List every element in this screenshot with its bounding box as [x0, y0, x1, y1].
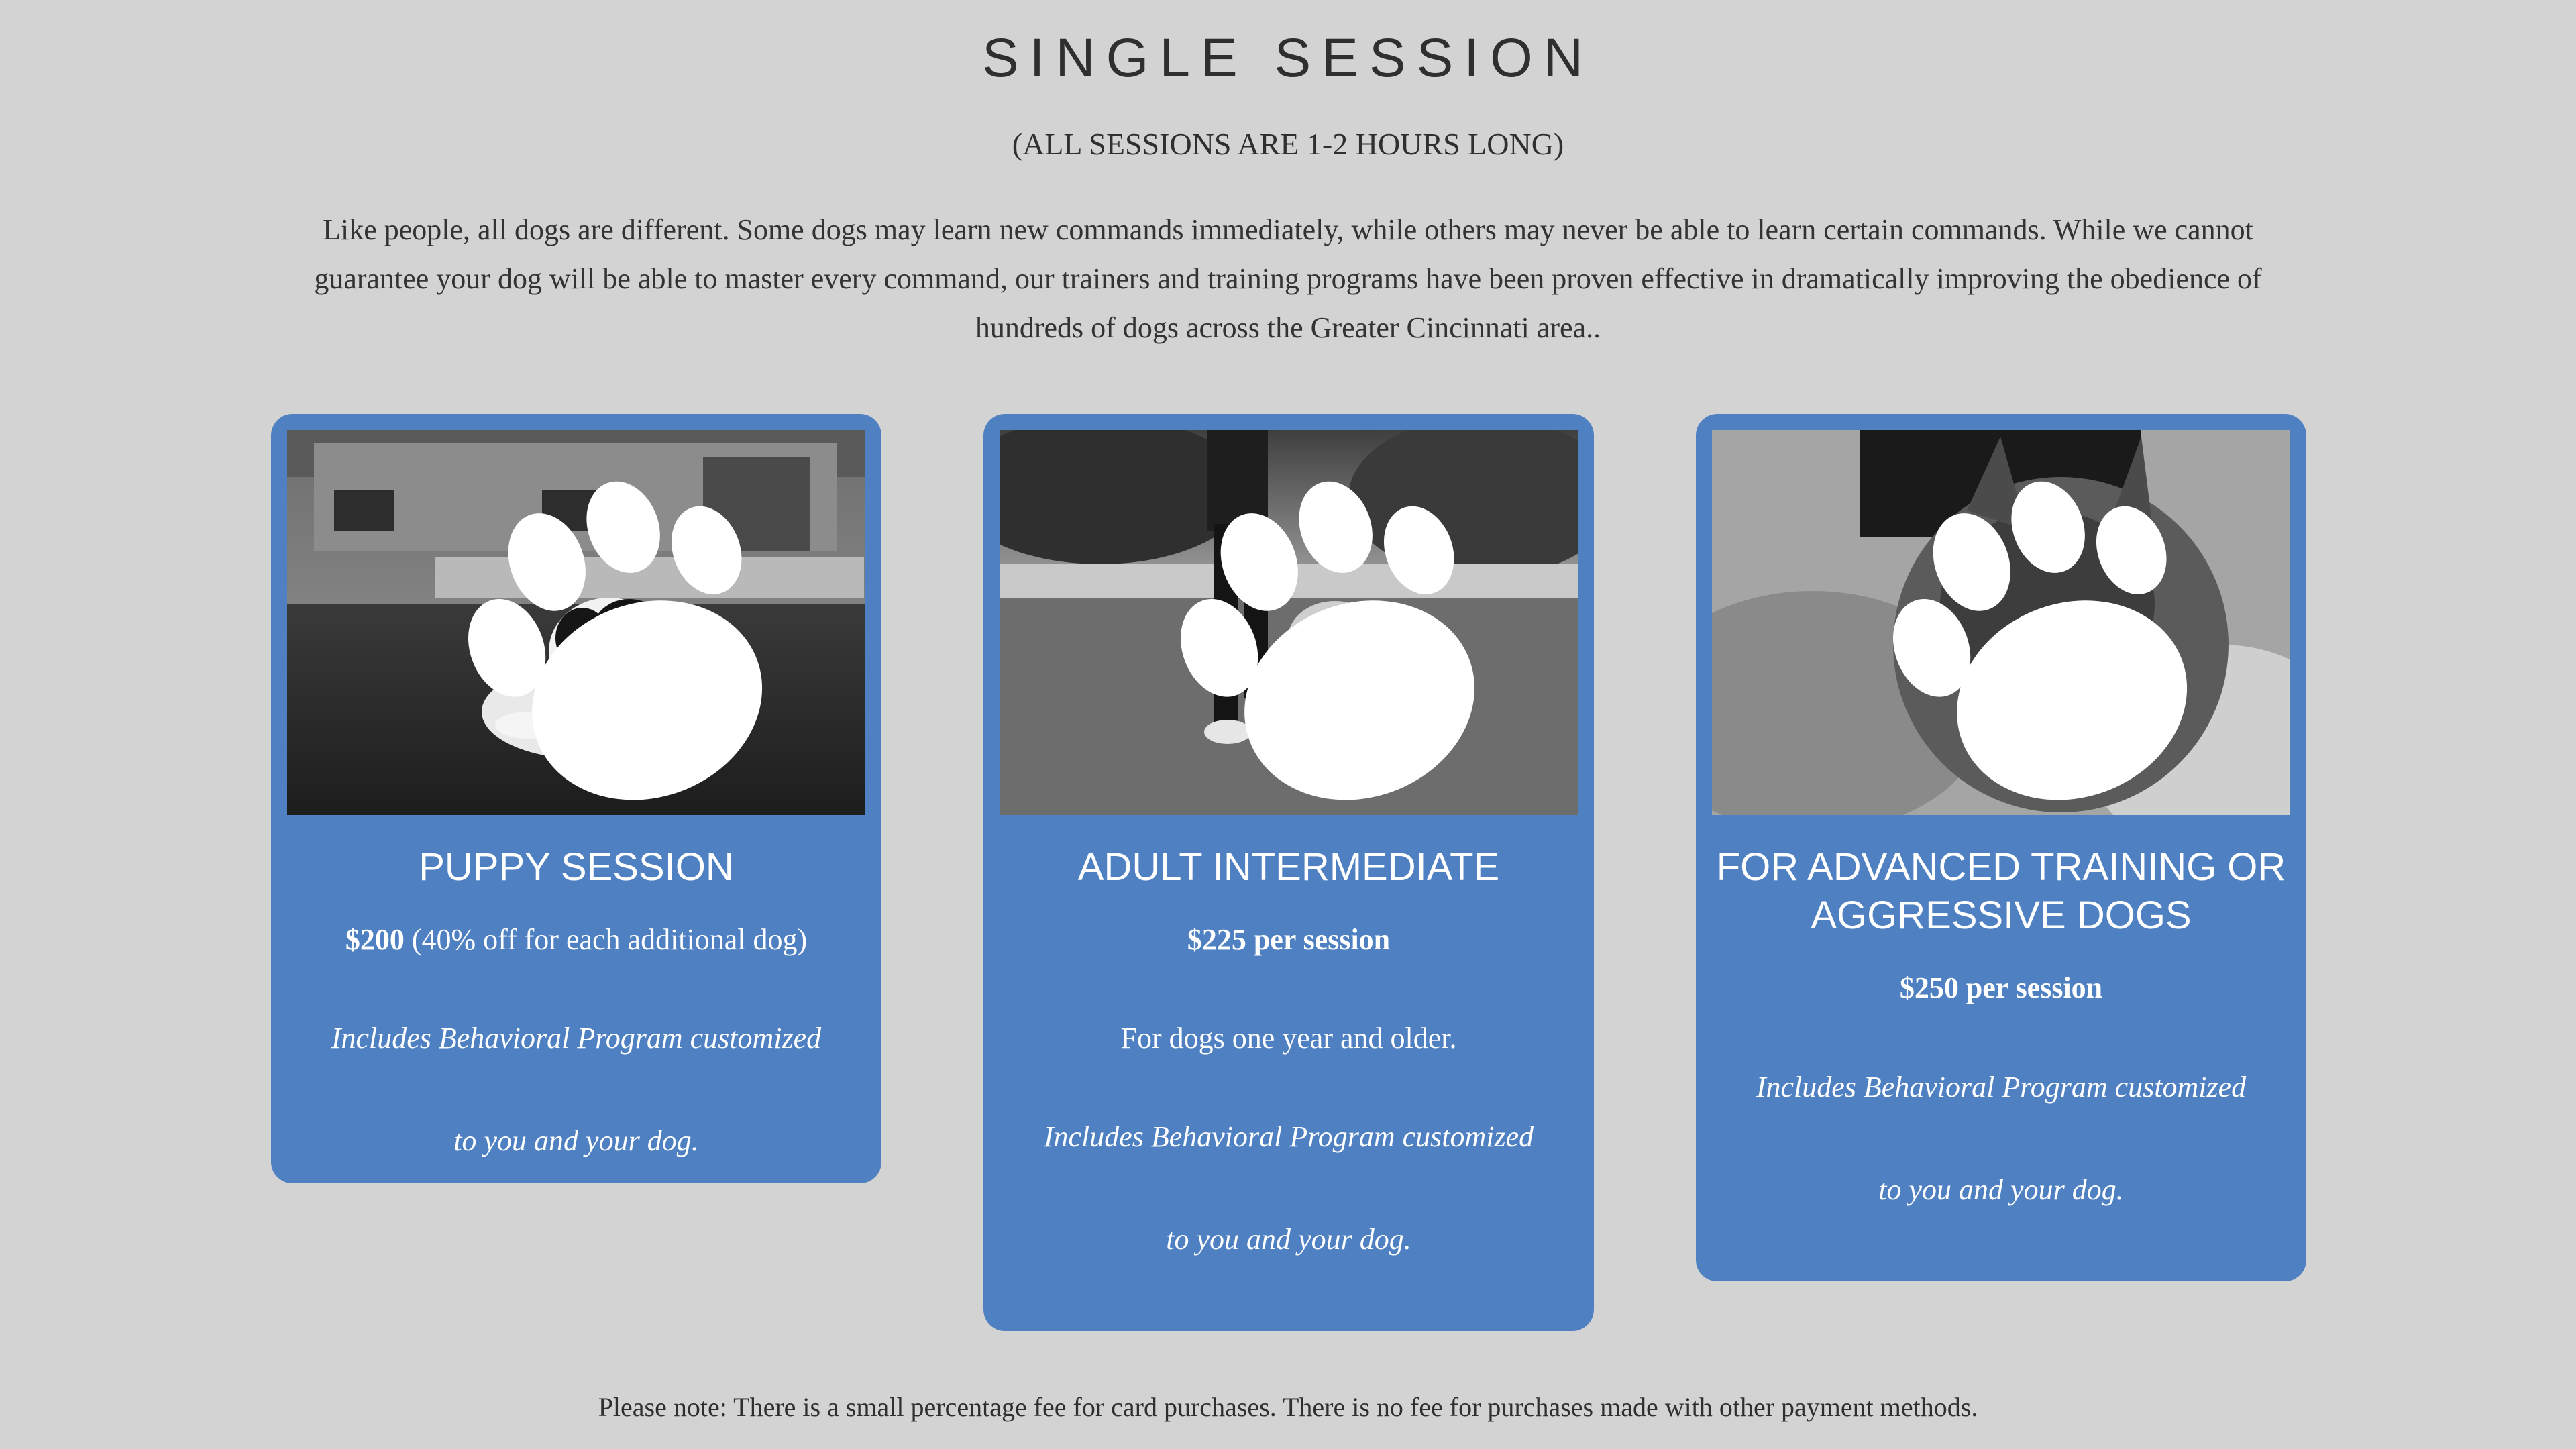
card-puppy-session: [271, 414, 881, 1183]
intro-paragraph: Like people, all dogs are different. Some dogs may learn new commands immediately, while others may never be able to learn certain commands. While we cannot guarantee your dog will be able to master every command, our trainers and training programs have been proven effective in dramatically improving the obedience of hundreds of dogs across the Greater Cincinnati area..: [314, 213, 2262, 344]
card-price: [278, 922, 875, 957]
price-note: (40% off for each additional dog): [404, 923, 808, 956]
card-title-line-1: FOR ADVANCED TRAINING OR: [1716, 845, 2286, 889]
price-amount: $200: [345, 923, 405, 956]
card-price: [990, 922, 1587, 957]
program-note-line-2: to you and your dog.: [453, 1124, 699, 1157]
adult-dog-photo: [1000, 430, 1578, 815]
card-price: [1703, 971, 2300, 1005]
card-adult-intermediate: [983, 414, 1594, 1331]
puppy-photo: [287, 430, 865, 815]
card-description: For dogs one year and older.: [1120, 1022, 1457, 1055]
card-advanced-training: [1696, 414, 2306, 1281]
payment-note: Please note: There is a small percentage fee for card purchases. There is no fee for purchases made with other payment methods.: [598, 1392, 1978, 1422]
program-note-line-1: Includes Behavioral Program customized: [1043, 1120, 1534, 1153]
card-title: PUPPY SESSION: [419, 845, 734, 889]
program-note-line-2: to you and your dog.: [1166, 1223, 1411, 1256]
aggressive-dog-photo: [1712, 430, 2290, 815]
paw-icon: [1755, 455, 2290, 815]
price-amount: $250 per session: [1899, 971, 2103, 1004]
card-title: [1709, 843, 2293, 940]
price-amount: $225 per session: [1187, 923, 1391, 956]
program-note-line-2: to you and your dog.: [1878, 1173, 2124, 1206]
page-title: SINGLE SESSION: [981, 28, 1595, 89]
page-subtitle: (ALL SESSIONS ARE 1-2 HOURS LONG): [1012, 127, 1564, 161]
card-title: ADULT INTERMEDIATE: [1077, 845, 1500, 889]
program-note-line-1: Includes Behavioral Program customized: [331, 1022, 822, 1055]
paw-icon: [330, 455, 865, 815]
card-title-line-2: AGGRESSIVE DOGS: [1811, 894, 2192, 937]
paw-icon: [1042, 455, 1578, 815]
program-note-line-1: Includes Behavioral Program customized: [1756, 1071, 2247, 1104]
